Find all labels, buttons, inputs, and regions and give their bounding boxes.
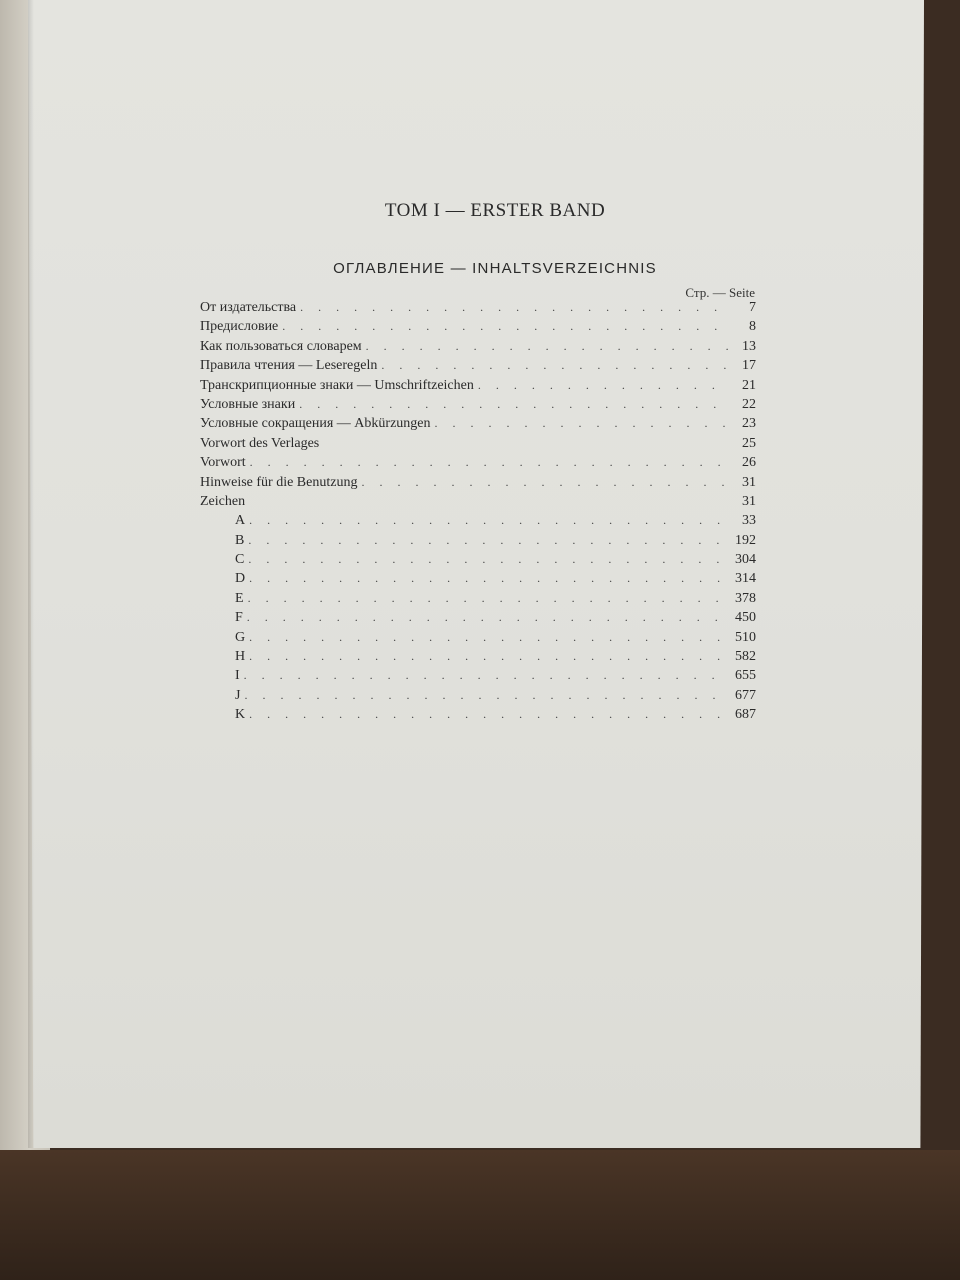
toc-letter-page: 677 xyxy=(735,687,756,703)
leader-dots xyxy=(249,513,728,528)
leader-dots xyxy=(300,300,728,315)
toc-entry-page: 17 xyxy=(742,358,756,374)
toc-letter-entry xyxy=(200,688,756,707)
toc-entry-label: Условные знаки xyxy=(200,396,296,412)
toc-letter-label: A xyxy=(235,513,246,529)
toc-letter-label: F xyxy=(235,610,243,626)
toc-letter-page: 192 xyxy=(735,532,756,548)
toc-entry-page: 13 xyxy=(742,338,756,354)
toc-letter-entry xyxy=(200,610,756,629)
toc-entry xyxy=(200,455,756,474)
toc-letter-page: 450 xyxy=(735,610,756,626)
toc-entry-page: 25 xyxy=(742,435,756,451)
toc-entry-label: От издательства xyxy=(200,300,297,315)
volume-title: ТОМ I — ERSTER BAND xyxy=(384,200,606,221)
toc-entry-label: Условные сокращения — Abkürzungen xyxy=(200,416,431,432)
toc-letter-page: 378 xyxy=(735,590,756,606)
toc-letter-entry xyxy=(200,552,756,571)
toc-letter-entry xyxy=(200,649,756,668)
leader-dots xyxy=(244,668,728,683)
toc-entry xyxy=(200,358,756,377)
toc-letter-label: D xyxy=(235,571,246,587)
toc-entry-label: Vorwort des Verlages xyxy=(200,435,320,451)
toc-letter-label: E xyxy=(235,590,244,606)
toc-entry-label: Правила чтения — Leseregeln xyxy=(200,358,378,374)
leader-dots xyxy=(248,552,728,567)
leader-dots xyxy=(250,455,728,470)
toc-letter-label: H xyxy=(235,649,246,665)
toc-entry xyxy=(200,397,756,416)
leader-dots xyxy=(366,339,728,354)
toc-entry xyxy=(200,319,756,338)
toc-letter-entry xyxy=(200,591,756,610)
leader-dots xyxy=(248,591,728,606)
toc-entry-page: 22 xyxy=(742,396,756,412)
leader-dots xyxy=(249,571,728,586)
toc-letter-label: G xyxy=(235,629,246,645)
toc-letter-page: 304 xyxy=(735,552,756,568)
toc-title: ОГЛАВЛЕНИЕ — INHALTSVERZEICHNIS xyxy=(333,260,657,277)
leader-dots xyxy=(249,707,728,722)
toc-letter-page: 33 xyxy=(742,513,756,529)
leader-dots xyxy=(249,630,728,645)
toc-entry-label: Hinweise für die Benutzung xyxy=(200,474,358,490)
toc-letter-entry xyxy=(200,513,756,532)
toc-entry xyxy=(200,436,756,455)
toc-letter-page: 655 xyxy=(735,668,756,684)
leader-dots xyxy=(248,533,728,548)
toc-entry-page: 21 xyxy=(742,377,756,393)
toc-letter-entry xyxy=(200,630,756,649)
toc-letter-entry xyxy=(200,668,756,687)
leader-dots xyxy=(361,475,728,490)
toc-entry xyxy=(200,300,756,319)
toc-letter-entry xyxy=(200,533,756,552)
toc-letter-page: 510 xyxy=(735,629,756,645)
toc-entry xyxy=(200,416,756,435)
leader-dots xyxy=(249,649,728,664)
toc-letter-page: 687 xyxy=(735,707,756,723)
toc-letter-page: 582 xyxy=(735,649,756,665)
toc-entry-label: Zeichen xyxy=(200,493,246,509)
toc-entry-label: Предисловие xyxy=(200,319,279,335)
toc-entry xyxy=(200,475,756,494)
toc-entry xyxy=(200,494,756,513)
page-column-header: Стр. — Seite xyxy=(685,285,755,300)
toc-letter-label: J xyxy=(235,687,241,703)
leader-dots xyxy=(299,397,728,412)
toc-entry-label: Как пользоваться словарем xyxy=(200,338,362,354)
table-of-contents xyxy=(200,300,756,727)
toc-letter-label: B xyxy=(235,532,245,548)
toc-entry-page: 8 xyxy=(749,319,756,335)
background-table xyxy=(0,1150,960,1280)
toc-entry-page: 23 xyxy=(742,416,756,432)
toc-entry-page: 7 xyxy=(749,300,756,315)
toc-letter-entry xyxy=(200,571,756,590)
toc-entry-page: 31 xyxy=(742,474,756,490)
leader-dots xyxy=(247,610,728,625)
leader-dots xyxy=(435,416,728,431)
toc-letter-page: 314 xyxy=(735,571,756,587)
leader-dots xyxy=(282,319,728,334)
page-edge-shadow xyxy=(28,0,34,1148)
toc-letter-label: I xyxy=(235,668,240,684)
toc-entry xyxy=(200,378,756,397)
toc-letter-entry xyxy=(200,707,756,726)
leader-dots xyxy=(478,378,728,393)
toc-entry-label: Транскрипционные знаки — Umschriftzeichen xyxy=(200,377,474,393)
toc-entry-page: 31 xyxy=(742,493,756,509)
toc-entry-label: Vorwort xyxy=(200,455,246,471)
leader-dots xyxy=(244,688,728,703)
toc-entry-page: 26 xyxy=(742,455,756,471)
toc-entry xyxy=(200,339,756,358)
toc-letter-label: C xyxy=(235,552,245,568)
toc-letter-label: K xyxy=(235,707,246,723)
leader-dots xyxy=(381,358,728,373)
